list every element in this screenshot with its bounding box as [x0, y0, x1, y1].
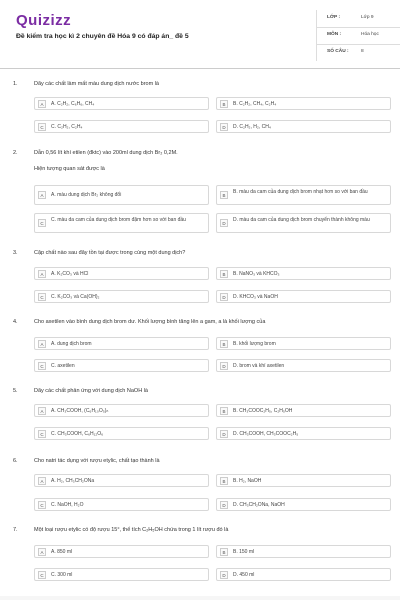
option-text: B. H₂, NaOH	[233, 478, 262, 484]
option-d[interactable]	[216, 290, 391, 303]
option-c[interactable]	[34, 498, 209, 511]
option-letter: A	[38, 191, 46, 199]
page-cutoff	[0, 596, 400, 600]
option-text: D. KHCO₃ và NaOH	[233, 294, 278, 300]
option-text: C. axetilen	[51, 363, 75, 369]
option-b[interactable]	[216, 337, 391, 350]
option-letter: B	[220, 100, 228, 108]
option-text: B. màu da cam của dung dịch brom nhạt hơn so với ban đầu	[233, 189, 368, 195]
meta-value: Hóa học	[361, 32, 379, 37]
option-letter: D	[220, 430, 228, 438]
option-c[interactable]	[34, 568, 209, 581]
question-number: 3.	[13, 250, 18, 256]
question-number: 1.	[13, 81, 18, 87]
option-letter: B	[220, 191, 228, 199]
option-letter: B	[220, 477, 228, 485]
option-text: C. K₂CO₃ và Ca(OH)₂	[51, 294, 100, 300]
option-c[interactable]	[34, 427, 209, 440]
option-b[interactable]	[216, 267, 391, 280]
option-text: D. màu da cam của dung dịch brom chuyển thành không màu	[233, 217, 370, 223]
option-letter: D	[220, 362, 228, 370]
option-d[interactable]	[216, 120, 391, 133]
option-text: D. CH₃COOH, CH₃COOC₂H₅	[233, 431, 299, 437]
option-letter: C	[38, 123, 46, 131]
option-a[interactable]	[34, 474, 209, 487]
option-text: B. NaNO₃ và KHCO₃	[233, 271, 280, 277]
option-text: A. CH₃COOH, (C₆H₁₀O₅)ₙ	[51, 408, 109, 414]
option-letter: C	[38, 219, 46, 227]
option-letter: A	[38, 270, 46, 278]
option-d[interactable]	[216, 359, 391, 372]
meta-value: Lớp 9	[361, 15, 374, 20]
option-a[interactable]	[34, 267, 209, 280]
option-b[interactable]	[216, 545, 391, 558]
option-letter: B	[220, 548, 228, 556]
question-number: 5.	[13, 388, 18, 394]
option-letter: C	[38, 293, 46, 301]
worksheet-header	[0, 0, 400, 69]
option-text: C. CH₃COOH, C₆H₁₂O₆	[51, 431, 104, 437]
meta-key: MÔN :	[327, 32, 342, 37]
question-text: Dẫn 0,56 lít khí etilen (đktc) vào 200ml dung dịch Br₂ 0,2M.	[34, 150, 178, 156]
option-letter: C	[38, 362, 46, 370]
meta-grade	[316, 10, 400, 28]
option-d[interactable]	[216, 498, 391, 511]
option-letter: D	[220, 293, 228, 301]
meta-value: 8	[361, 49, 364, 54]
question-subtext: Hiện tượng quan sát được là	[34, 166, 105, 172]
option-text: B. 150 ml	[233, 549, 255, 555]
option-text: D. brom và khí axetilen	[233, 363, 285, 369]
worksheet-title: Đề kiểm tra học kì 2 chuyên đề Hóa 9 có đáp án_ đề 5	[16, 33, 189, 40]
option-text: C. NaOH, H₂O	[51, 502, 84, 508]
option-d[interactable]	[216, 213, 391, 233]
question-text: Cho natri tác dụng với rượu etylic, chất tạo thành là	[34, 458, 160, 464]
option-letter: B	[220, 270, 228, 278]
option-letter: C	[38, 501, 46, 509]
option-text: A. H₂, CH₃CH₂ONa	[51, 478, 95, 484]
option-letter: B	[220, 340, 228, 348]
option-text: C. C₂H₂, C₂H₄	[51, 124, 83, 130]
option-c[interactable]	[34, 120, 209, 133]
option-b[interactable]	[216, 474, 391, 487]
option-text: B. khối lượng brom	[233, 341, 276, 347]
meta-key: SỐ CÂU :	[327, 49, 349, 54]
option-letter: A	[38, 477, 46, 485]
option-b[interactable]	[216, 404, 391, 417]
option-letter: A	[38, 548, 46, 556]
question-text: Một loại rượu etylic có độ rượu 15°, thể tích C₂H₅OH chứa trong 1 lít rượu đó là	[34, 527, 229, 533]
option-letter: B	[220, 407, 228, 415]
option-text: B. C₂H₂, CH₄, C₂H₄	[233, 101, 277, 107]
option-letter: C	[38, 430, 46, 438]
question-text: Cặp chất nào sau đây tồn tại được trong cùng một dung dịch?	[34, 250, 186, 256]
option-text: B. CH₃COOC₂H₅, C₂H₅OH	[233, 408, 293, 414]
option-c[interactable]	[34, 213, 209, 233]
question-text: Dãy các chất phản ứng với dung dịch NaOH là	[34, 388, 148, 394]
option-text: A. 850 ml	[51, 549, 73, 555]
option-letter: C	[38, 571, 46, 579]
option-b[interactable]	[216, 185, 391, 205]
question-text: Dãy các chất làm mất màu dung dịch nước brom là	[34, 81, 159, 87]
option-text: D. CH₃CH₂ONa, NaOH	[233, 502, 285, 508]
question-number: 2.	[13, 150, 18, 156]
question-number: 4.	[13, 319, 18, 325]
question-number: 7.	[13, 527, 18, 533]
option-text: A. C₂H₂, C₆H₆, CH₄	[51, 101, 95, 107]
option-c[interactable]	[34, 359, 209, 372]
option-a[interactable]	[34, 97, 209, 110]
option-text: A. màu dung dịch Br₂ không đổi	[51, 192, 122, 198]
option-d[interactable]	[216, 568, 391, 581]
option-text: D. 450 ml	[233, 572, 255, 578]
question-number: 6.	[13, 458, 18, 464]
question-text: Cho axetilen vào bình dung dịch brom dư. Khối lượng bình tăng lên a gam, a là khối lượng của	[34, 319, 266, 325]
option-letter: A	[38, 100, 46, 108]
option-letter: A	[38, 407, 46, 415]
option-letter: D	[220, 219, 228, 227]
option-b[interactable]	[216, 97, 391, 110]
option-a[interactable]	[34, 185, 209, 205]
option-letter: D	[220, 501, 228, 509]
option-c[interactable]	[34, 290, 209, 303]
quizizz-logo: Quizizz	[16, 12, 72, 29]
meta-question-count	[316, 44, 400, 61]
option-d[interactable]	[216, 427, 391, 440]
meta-key: LỚP :	[327, 15, 341, 20]
option-text: A. K₂CO₃ và HCl	[51, 271, 89, 277]
option-a[interactable]	[34, 545, 209, 558]
option-letter: D	[220, 123, 228, 131]
option-text: C. 300 ml	[51, 572, 73, 578]
option-letter: D	[220, 571, 228, 579]
option-text: A. dung dịch brom	[51, 341, 92, 347]
option-letter: A	[38, 340, 46, 348]
option-a[interactable]	[34, 404, 209, 417]
option-text: C. màu da cam của dung dịch brom đậm hơn so với ban đầu	[51, 217, 186, 223]
option-text: D. C₂H₂, H₂, CH₄	[233, 124, 271, 130]
meta-subject	[316, 27, 400, 45]
option-a[interactable]	[34, 337, 209, 350]
